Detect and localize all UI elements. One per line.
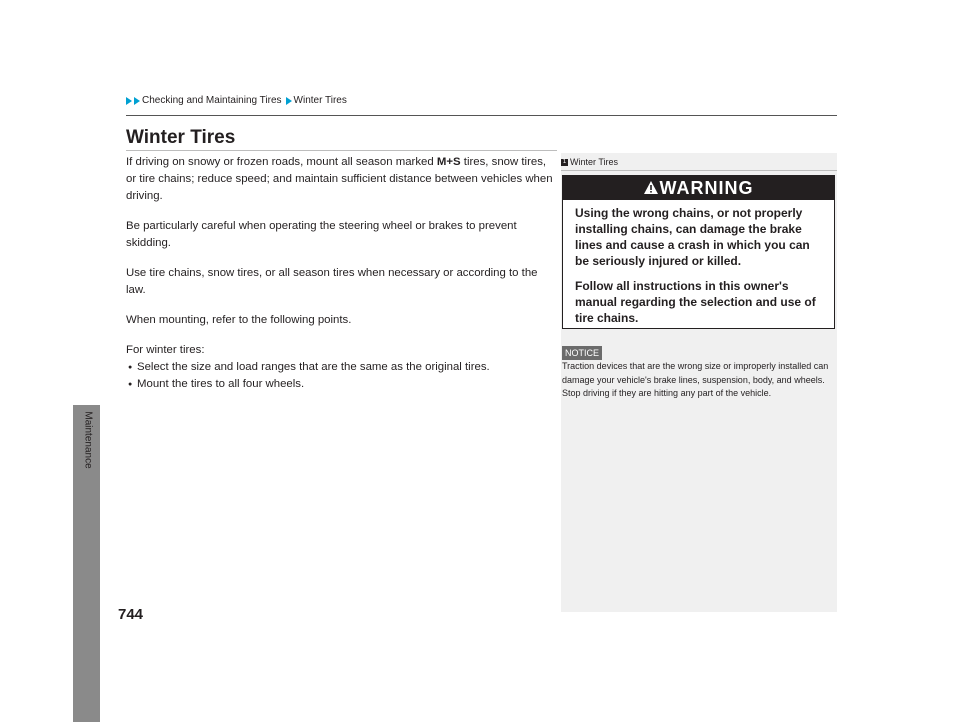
- title-divider: [126, 150, 557, 151]
- warning-triangle-icon: [644, 178, 658, 199]
- list-item: ● Select the size and load ranges that are the same as the original tires.: [126, 359, 558, 376]
- body-paragraph: For winter tires:: [126, 344, 205, 356]
- section-label: Maintenance: [82, 411, 94, 469]
- breadcrumb-item[interactable]: Winter Tires: [293, 95, 347, 106]
- reference-icon: 1: [562, 158, 567, 165]
- bullet-list: [126, 359, 558, 393]
- panel-divider: [561, 170, 837, 171]
- warning-header: [563, 176, 834, 200]
- body-paragraph: When mounting, refer to the following points.: [126, 314, 352, 326]
- breadcrumb-arrow-icon: [134, 97, 140, 105]
- notice-badge: NOTICE: [562, 346, 602, 360]
- tire-marking: M+S: [436, 156, 461, 168]
- notice-text: Traction devices that are the wrong size or improperly installed can damage your vehicle's brake lines, suspension, body, and wheels. Stop driving if they are hitting any part of the vehicle.: [562, 361, 829, 398]
- body-paragraph: [126, 154, 558, 205]
- breadcrumb-item[interactable]: Checking and Maintaining Tires: [142, 95, 282, 106]
- body-text: If driving on snowy or frozen roads, mount all season marked: [126, 156, 437, 168]
- page-number: 744: [118, 606, 144, 623]
- body-paragraph: Use tire chains, snow tires, or all season tires when necessary or according to the law.: [126, 267, 538, 296]
- page-title: Winter Tires: [126, 127, 236, 148]
- list-item: ● Mount the tires to all four wheels.: [126, 376, 558, 393]
- panel-heading: [561, 157, 618, 167]
- header-divider: [126, 115, 837, 116]
- warning-text: Follow all instructions in this owner's manual regarding the selection and use of tire chains.: [575, 279, 816, 325]
- warning-box: [562, 175, 835, 329]
- breadcrumb: [126, 95, 351, 106]
- warning-body: [563, 200, 834, 326]
- breadcrumb-arrow-icon: [286, 97, 292, 105]
- body-text: tires, snow tires, or tire chains; reduce speed; and maintain sufficient distance between vehicles when driving.: [126, 156, 553, 202]
- main-content: [126, 154, 558, 393]
- warning-label: WARNING: [659, 177, 754, 198]
- breadcrumb-arrow-icon: [126, 97, 132, 105]
- panel-heading-text: Winter Tires: [570, 157, 619, 167]
- warning-text: Using the wrong chains, or not properly installing chains, can damage the brake lines and cause a crash in which you can be seriously injured or killed.: [575, 206, 810, 268]
- body-paragraph: Be particularly careful when operating the steering wheel or brakes to prevent skidding.: [126, 220, 517, 249]
